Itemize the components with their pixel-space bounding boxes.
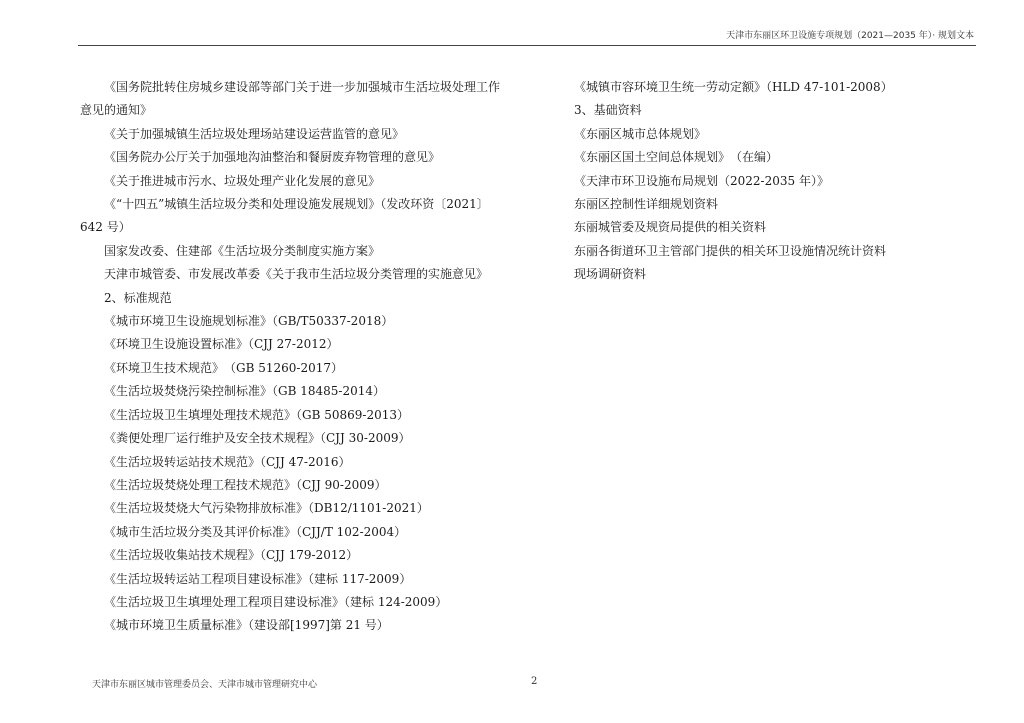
text-line: 国家发改委、住建部《生活垃圾分类制度实施方案》 (104, 243, 381, 258)
text-line: 现场调研资料 (574, 267, 647, 282)
text-line: 《生活垃圾卫生填埋处理工程项目建设标准》（建标 124-2009） (104, 594, 448, 609)
text-line: 3、基础资料 (574, 103, 642, 118)
text-line: 《城镇市容环境卫生统一劳动定额》（HLD 47-101-2008） (574, 80, 893, 94)
text-line: 东丽城管委及规资局提供的相关资料 (574, 220, 767, 235)
text-line: 《环境卫生技术规范》 （GB 51260-2017） (104, 360, 343, 375)
text-line: 《生活垃圾卫生填埋处理技术规范》（GB 50869-2013） (104, 407, 409, 422)
text-line: 意见的通知》 (80, 103, 153, 118)
text-line: 《城市环境卫生质量标准》（建设部[1997]第 21 号） (104, 618, 389, 633)
text-line: 《关于加强城镇生活垃圾处理场站建设运营监管的意见》 (104, 126, 405, 141)
text-line: 2、标准规范 (104, 290, 172, 305)
text-line: 《生活垃圾转运站技术规范》（CJJ 47-2016） (104, 454, 351, 469)
text-line: 《生活垃圾转运站工程项目建设标准》（建标 117-2009） (104, 571, 412, 586)
header-rule (78, 45, 976, 46)
text-line: 《国务院办公厅关于加强地沟油整治和餐厨废弃物管理的意见》 (104, 150, 441, 165)
text-line: 《生活垃圾焚烧大气污染物排放标准》（DB12/1101-2021） (104, 501, 429, 516)
footer-organization: 天津市东丽区城市管理委员会、天津市城市管理研究中心 (92, 680, 318, 690)
text-line: 《天津市环卫设施布局规划（2022-2035 年）》 (574, 173, 829, 188)
running-header: 天津市东丽区环卫设施专项规划（2021—2035 年）· 规划文本 (726, 31, 974, 41)
text-line: 《粪便处理厂运行维护及安全技术规程》（CJJ 30-2009） (104, 431, 411, 446)
text-line: 东丽区控制性详细规划资料 (574, 197, 719, 212)
text-line: 《生活垃圾焚烧污染控制标准》（GB 18485-2014） (104, 384, 385, 399)
text-line: 《环境卫生设施设置标准》（CJJ 27-2012） (104, 337, 339, 352)
text-line: 《城市生活垃圾分类及其评价标准》（CJJ/T 102-2004） (104, 524, 407, 539)
text-line: 《“十四五”城镇生活垃圾分类和处理设施发展规划》（发改环资〔2021〕 (104, 197, 489, 212)
right-column (574, 76, 974, 287)
text-line: 《关于推进城市污水、垃圾处理产业化发展的意见》 (104, 173, 381, 188)
text-line: 天津市城管委、市发展改革委《关于我市生活垃圾分类管理的实施意见》 (104, 267, 489, 282)
text-line: 《城市环境卫生设施规划标准》（GB/T50337-2018） (104, 314, 394, 329)
text-line: 《生活垃圾焚烧处理工程技术规范》（CJJ 90-2009） (104, 477, 387, 492)
left-column (80, 76, 520, 638)
text-line: 《东丽区国土空间总体规划》 （在编） (574, 150, 779, 165)
text-line: 《东丽区城市总体规划》 (574, 126, 707, 141)
page-number: 2 (531, 676, 538, 687)
text-line: 《国务院批转住房城乡建设部等部门关于进一步加强城市生活垃圾处理工作 (104, 80, 501, 94)
text-line: 642 号） (80, 220, 131, 235)
text-line: 《生活垃圾收集站技术规程》（CJJ 179-2012） (104, 548, 359, 563)
text-line: 东丽各街道环卫主管部门提供的相关环卫设施情况统计资料 (574, 243, 887, 258)
